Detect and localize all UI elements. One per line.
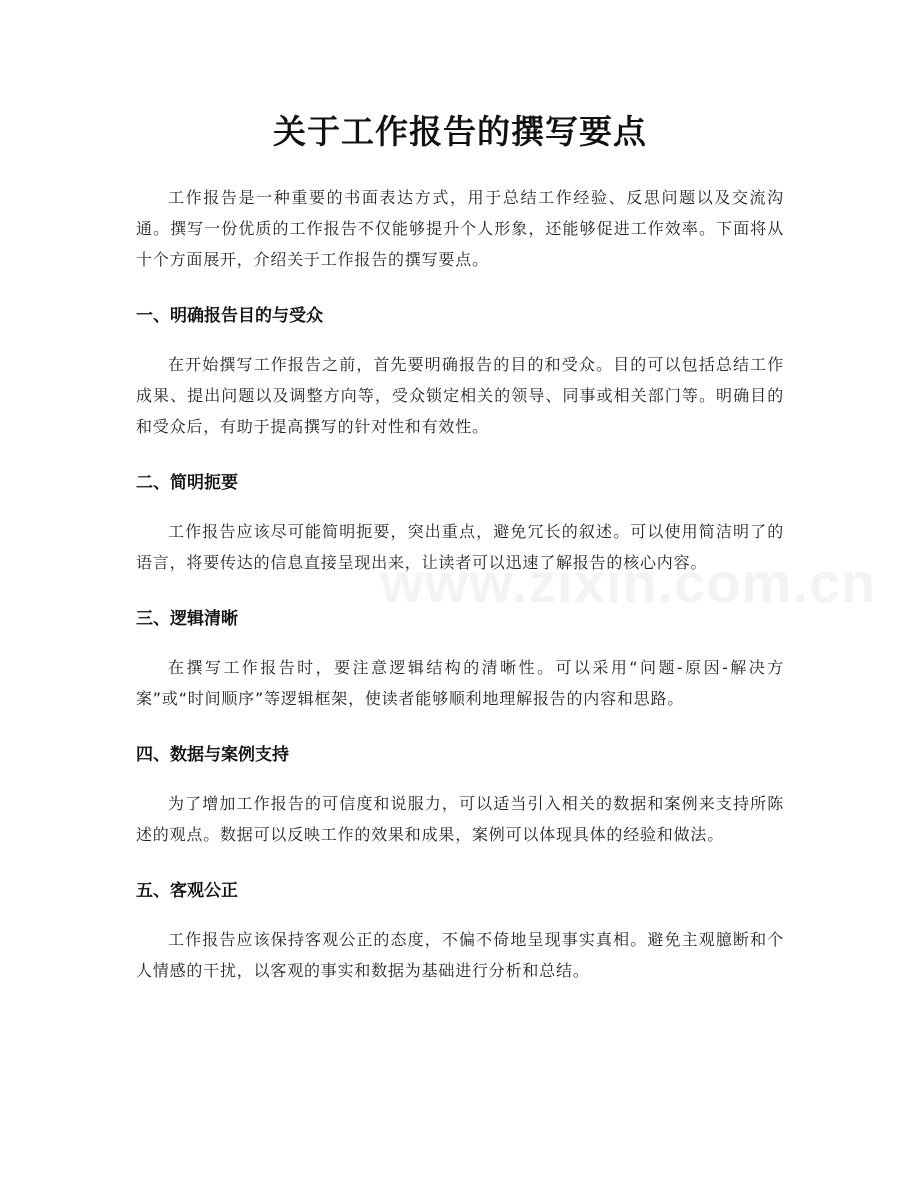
section-1 (136, 303, 784, 442)
section-paragraph: 工作报告应该保持客观公正的态度，不偏不倚地呈现事实真相。避免主观臆断和个人情感的干扰，以客观的事实和数据为基础进行分析和总结。 (136, 930, 784, 980)
section-heading: 一、明确报告目的与受众 (136, 306, 323, 326)
document-title: 关于工作报告的撰写要点 (273, 112, 647, 151)
section-2 (136, 470, 784, 578)
section-3 (136, 606, 784, 714)
intro-block (136, 182, 784, 275)
section-paragraph: 为了增加工作报告的可信度和说服力，可以适当引入相关的数据和案例来支持所陈述的观点。数据可以反映工作的效果和成果，案例可以体现具体的经验和做法。 (136, 794, 784, 844)
section-4 (136, 742, 784, 850)
section-heading: 五、客观公正 (136, 881, 238, 901)
section-paragraph: 在开始撰写工作报告之前，首先要明确报告的目的和受众。目的可以包括总结工作成果、提出问题以及调整方向等，受众锁定相关的领导、同事或相关部门等。明确目的和受众后，有助于提高撰写的针对性和有效性。 (136, 355, 784, 436)
section-paragraph: 在撰写工作报告时，要注意逻辑结构的清晰性。可以采用“问题-原因-解决方案”或“时间顺序”等逻辑框架，使读者能够顺利地理解报告的内容和思路。 (136, 658, 784, 708)
section-5 (136, 878, 784, 986)
section-heading: 三、逻辑清晰 (136, 609, 238, 629)
intro-paragraph: 工作报告是一种重要的书面表达方式，用于总结工作经验、反思问题以及交流沟通。撰写一份优质的工作报告不仅能够提升个人形象，还能够促进工作效率。下面将从十个方面展开，介绍关于工作报告的撰写要点。 (136, 188, 784, 269)
section-paragraph: 工作报告应该尽可能简明扼要，突出重点，避免冗长的叙述。可以使用简洁明了的语言，将要传达的信息直接呈现出来，让读者可以迅速了解报告的核心内容。 (136, 522, 784, 572)
section-heading: 二、简明扼要 (136, 473, 238, 493)
section-heading: 四、数据与案例支持 (136, 745, 289, 765)
